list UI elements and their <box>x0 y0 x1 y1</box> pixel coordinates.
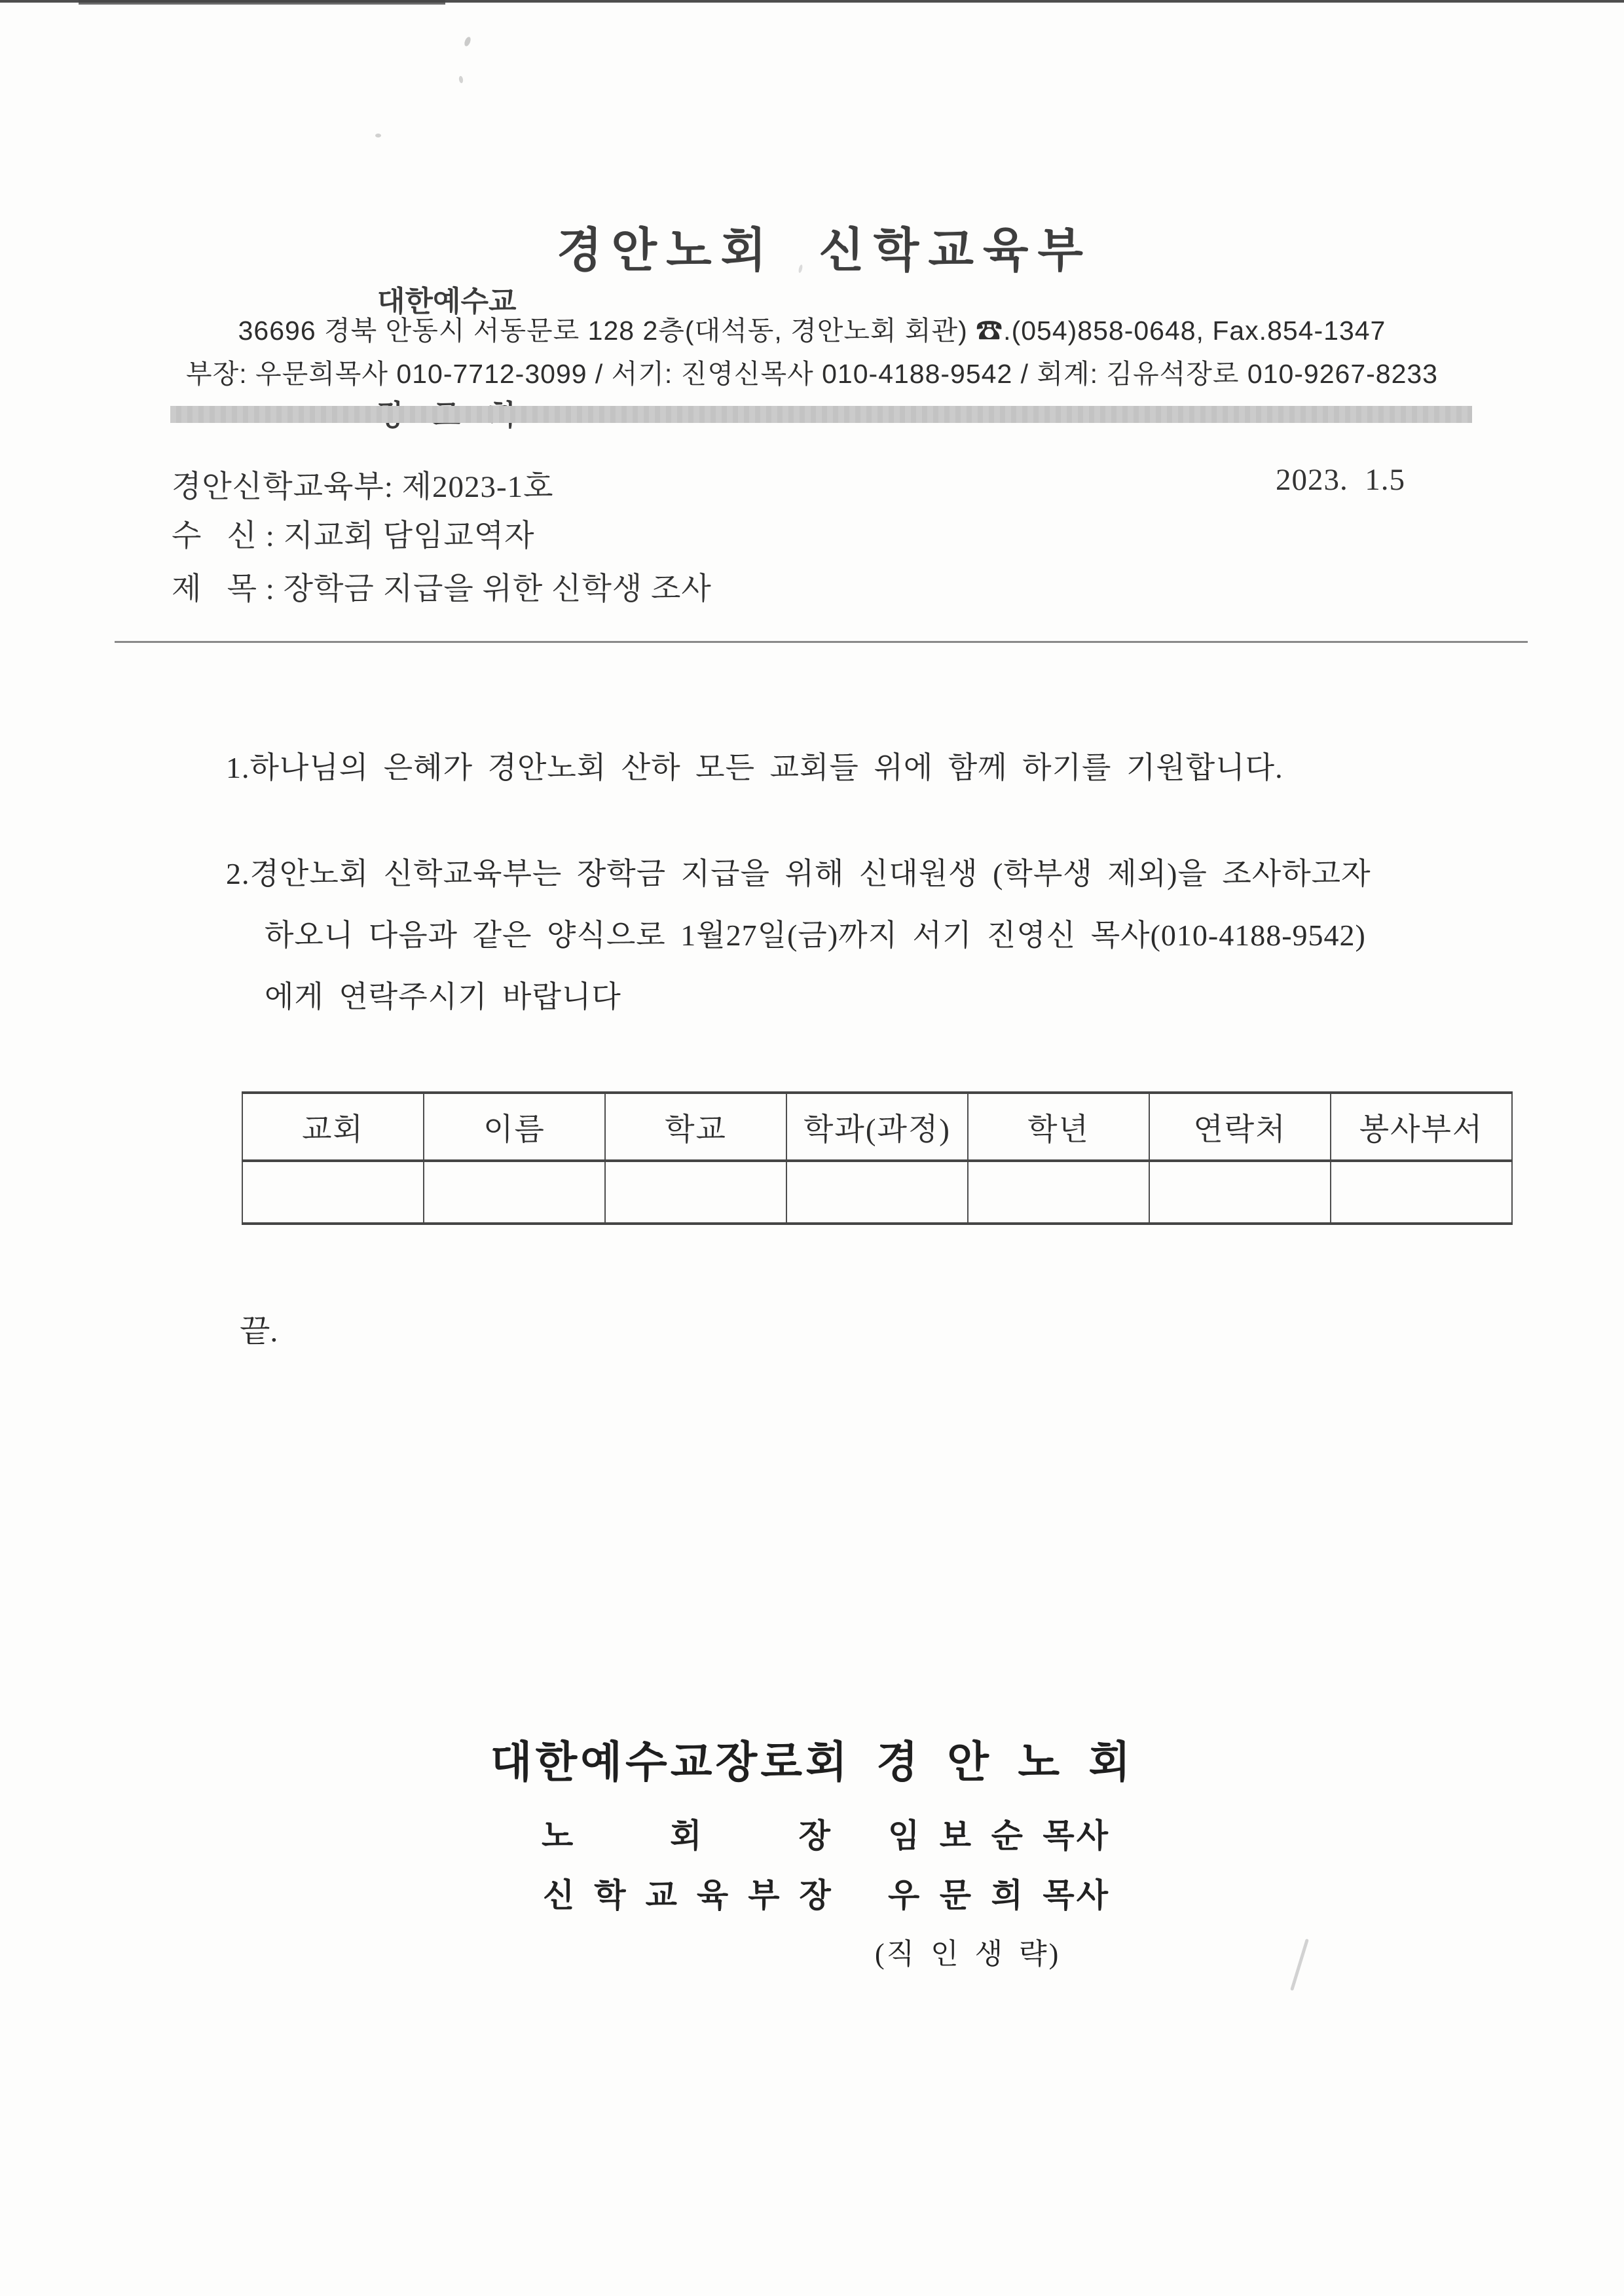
signature-name-education-director: 우 문 희 목사 <box>888 1877 1110 1914</box>
signature-name-moderator: 임 보 순 목사 <box>888 1817 1110 1854</box>
letterhead-contacts: 부장: 우문희목사 010-7712-3099 / 서기: 진영신목사 010-4188-9542 / 회계: 김유석장로 010-9267-8233 <box>186 359 1438 389</box>
table-cell <box>242 1161 424 1224</box>
recipient-line: 수 신 : 지교회 담임교역자 <box>172 519 535 553</box>
document-date: 2023. 1.5 <box>1276 463 1405 497</box>
column-header-school: 학교 <box>605 1093 786 1161</box>
table-cell <box>968 1161 1149 1224</box>
body-paragraph-2-line-2: 하오니 다음과 같은 양식으로 1월27일(금)까지 서기 진영신 목사(010-4188-9542) <box>265 919 1366 952</box>
letterhead-address: 36696 경북 안동시 서동문로 128 2층(대석동, 경안노회 회관) ☎.(054)858-0648, Fax.854-1347 <box>238 316 1386 346</box>
signing-organization: 대한예수교장로회 경 안 노 회 <box>490 1738 1134 1786</box>
signature-role-moderator: 노회장 <box>542 1817 927 1854</box>
table-cell <box>424 1161 605 1224</box>
signature-role-education-director: 신학교육부장 <box>543 1877 851 1914</box>
body-paragraph-2-line-1: 2.경안노회 신학교육부는 장학금 지급을 위해 신대원생 (학부생 제외)을 조사하고자 <box>226 857 1371 890</box>
scan-artifact <box>463 36 471 47</box>
table-cell <box>1331 1161 1512 1224</box>
body-paragraph-2-line-3: 에게 연락주시기 바랍니다 <box>265 980 621 1013</box>
body-paragraph-1: 1.하나님의 은혜가 경안노회 산하 모든 교회들 위에 함께 하기를 기원합니다. <box>226 751 1283 784</box>
table-row <box>242 1161 1512 1224</box>
column-header-name: 이름 <box>424 1093 605 1161</box>
seal-omitted-note: (직 인 생 략) <box>875 1938 1061 1970</box>
letterhead-title: 경안노회 신학교육부 <box>557 225 1092 277</box>
scholarship-survey-table <box>242 1091 1513 1225</box>
column-header-contact: 연락처 <box>1149 1093 1331 1161</box>
table-cell <box>605 1161 786 1224</box>
table-header-row <box>242 1093 1512 1161</box>
scan-artifact <box>375 134 381 137</box>
table-cell <box>786 1161 968 1224</box>
scan-artifact <box>458 76 464 84</box>
column-header-year: 학년 <box>968 1093 1149 1161</box>
scan-top-edge-dark <box>79 0 445 5</box>
table-cell <box>1149 1161 1331 1224</box>
closing-mark: 끝. <box>240 1314 278 1349</box>
column-header-church: 교회 <box>242 1093 424 1161</box>
letterhead-divider-bar <box>170 406 1472 423</box>
scan-artifact <box>1290 1939 1309 1991</box>
column-header-service-dept: 봉사부서 <box>1331 1093 1512 1161</box>
subject-line: 제 목 : 장학금 지급을 위한 신학생 조사 <box>172 572 712 606</box>
denomination-line1: 대한예수교 <box>377 285 517 318</box>
column-header-department: 학과(과정) <box>786 1093 968 1161</box>
document-number: 경안신학교육부: 제2023-1호 <box>172 470 554 504</box>
meta-divider-rule <box>115 641 1528 643</box>
